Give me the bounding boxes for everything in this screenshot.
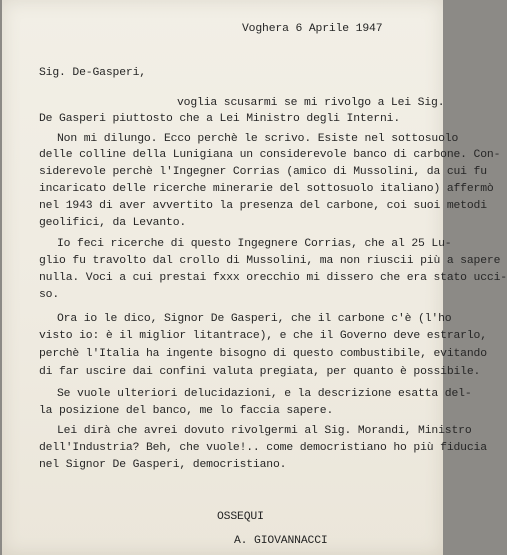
body-line: nel 1943 di aver avvertito la presenza del carbone, coi suoi metodi bbox=[39, 200, 487, 212]
letter-page bbox=[2, 0, 507, 555]
body-line: Io feci ricerche di questo Ingegnere Corrias, che al 25 Lu- bbox=[57, 238, 452, 250]
body-line: di far uscire dai confini valuta pregiata, per quanto è possibile. bbox=[39, 366, 481, 378]
body-line: voglia scusarmi se mi rivolgo a Lei Sig. bbox=[177, 97, 445, 109]
body-line: geolifici, da Levanto. bbox=[39, 217, 187, 229]
body-line: visto io: è il miglior litantrace), e che il Governo deve estrarlo, bbox=[39, 330, 487, 342]
body-line: siderevole perchè l'Ingegner Corrias (amico di Mussolini, da cui fu bbox=[39, 166, 487, 178]
body-line: Ora io le dico, Signor De Gasperi, che il carbone c'è (l'ho bbox=[57, 313, 452, 325]
body-line: De Gasperi piuttosto che a Lei Ministro degli Interni. bbox=[39, 113, 401, 125]
body-line: incaricato delle ricerche minerarie del sottosuolo italiano) affermò bbox=[39, 183, 494, 195]
body-line: glio fu travolto dal crollo di Mussolini, ma non riuscii più a sapere bbox=[39, 255, 501, 267]
letter-date: Voghera 6 Aprile 1947 bbox=[242, 23, 383, 35]
body-line: nel Signor De Gasperi, democristiano. bbox=[39, 459, 287, 471]
body-line: Lei dirà che avrei dovuto rivolgermi al Sig. Morandi, Ministro bbox=[57, 425, 472, 437]
body-line: so. bbox=[39, 289, 60, 301]
body-line: delle colline della Lunigiana un considerevole banco di carbone. Con- bbox=[39, 149, 501, 161]
body-line: perchè l'Italia ha ingente bisogno di questo combustibile, evitando bbox=[39, 348, 487, 360]
letter-salutation: Sig. De-Gasperi, bbox=[39, 67, 146, 79]
body-line: Non mi dilungo. Ecco perchè le scrivo. Esiste nel sottosuolo bbox=[57, 133, 459, 145]
letter-signature: A. GIOVANNACCI bbox=[234, 535, 328, 547]
body-line: dell'Industria? Beh, che vuole!.. come democristiano ho più fiducia bbox=[39, 442, 487, 454]
body-line: la posizione del banco, me lo faccia sapere. bbox=[39, 405, 334, 417]
letter-closing: OSSEQUI bbox=[217, 511, 264, 523]
body-line: Se vuole ulteriori delucidazioni, e la descrizione esatta del- bbox=[57, 388, 472, 400]
body-line: nulla. Voci a cui prestai fxxx orecchio mi dissero che era stato ucci- bbox=[39, 272, 507, 284]
